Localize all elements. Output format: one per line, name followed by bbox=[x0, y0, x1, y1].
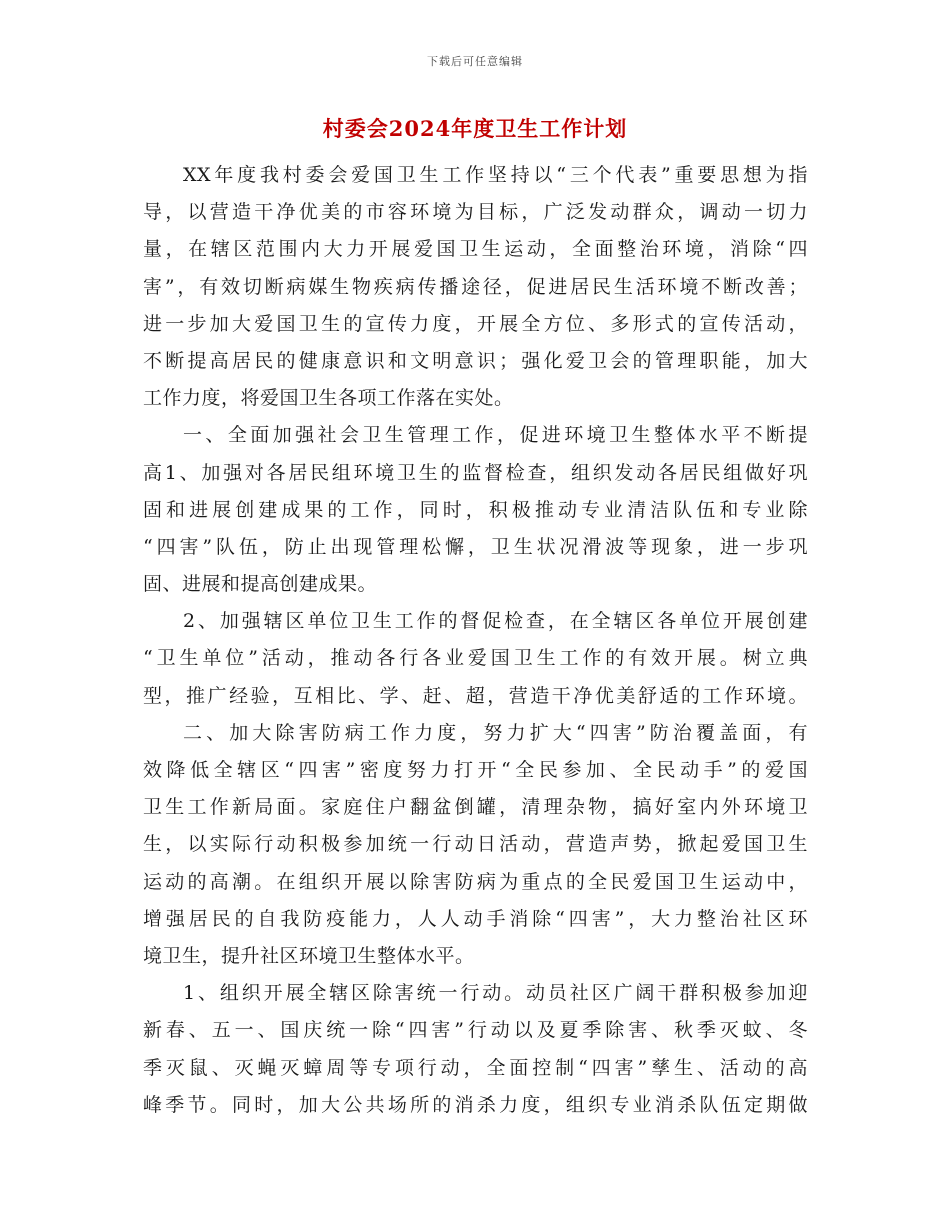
header-note: 下载后可任意编辑 bbox=[427, 55, 523, 68]
text-line: 生，以实际行动积极参加统一行动日活动，营造声势，掀起爱国卫生 bbox=[143, 833, 808, 856]
text-line: “卫生单位”活动，推动各行各业爱国卫生工作的有效开展。树立典 bbox=[143, 647, 808, 670]
text-line: 卫生工作新局面。家庭住户翻盆倒罐，清理杂物，搞好室内外环境卫 bbox=[143, 796, 808, 819]
text-line: 1、组织开展全辖区除害统一行动。动员社区广阔干群积极参加迎 bbox=[183, 982, 808, 1005]
text-line: 季灭鼠、灭蝇灭蟑周等专项行动，全面控制“四害”孳生、活动的高 bbox=[143, 1056, 808, 1079]
text-line: 不断提高居民的健康意识和文明意识；强化爱卫会的管理职能，加大 bbox=[143, 349, 808, 372]
document-title: 村委会2024年度卫生工作计划 bbox=[322, 116, 628, 141]
text-line: 峰季节。同时，加大公共场所的消杀力度，组织专业消杀队伍定期做 bbox=[143, 1093, 808, 1116]
text-line: 2、加强辖区单位卫生工作的督促检查，在全辖区各单位开展创建 bbox=[183, 610, 808, 633]
text-line: 固、进展和提高创建成果。 bbox=[143, 573, 378, 596]
text-line: 增强居民的自我防疫能力，人人动手消除“四害”，大力整治社区环 bbox=[143, 907, 808, 930]
text-line: 进一步加大爱国卫生的宣传力度，开展全方位、多形式的宣传活动， bbox=[143, 312, 808, 335]
text-line: 固和进展创建成果的工作，同时，积极推动专业清洁队伍和专业除 bbox=[143, 498, 808, 521]
text-line: 一、全面加强社会卫生管理工作，促进环境卫生整体水平不断提 bbox=[183, 424, 808, 447]
text-line: 效降低全辖区“四害”密度努力打开“全民参加、全民动手”的爱国 bbox=[143, 759, 808, 781]
text-line: 运动的高潮。在组织开展以除害防病为重点的全民爱国卫生运动中， bbox=[143, 870, 808, 893]
text-line: 量，在辖区范围内大力开展爱国卫生运动，全面整治环境，消除“四 bbox=[143, 238, 808, 261]
text-line: “四害”队伍，防止出现管理松懈，卫生状况滑波等现象，进一步巩 bbox=[143, 535, 808, 558]
text-line: 导，以营造干净优美的市容环境为目标，广泛发动群众，调动一切力 bbox=[143, 201, 808, 224]
text-line: 高1、加强对各居民组环境卫生的监督检查，组织发动各居民组做好巩 bbox=[143, 461, 808, 484]
text-line: 新春、五一、国庆统一除“四害”行动以及夏季除害、秋季灭蚊、冬 bbox=[143, 1019, 808, 1042]
text-line: 型，推广经验，互相比、学、赶、超，营造干净优美舒适的工作环境。 bbox=[143, 684, 808, 707]
document-body bbox=[143, 157, 808, 1124]
text-line: 工作力度，将爱国卫生各项工作落在实处。 bbox=[143, 387, 514, 410]
text-line: 境卫生，提升社区环境卫生整体水平。 bbox=[143, 944, 475, 967]
text-line: 害”，有效切断病媒生物疾病传播途径，促进居民生活环境不断改善； bbox=[143, 275, 808, 298]
text-line: XX年度我村委会爱国卫生工作坚持以“三个代表”重要思想为指 bbox=[183, 164, 808, 186]
text-line: 二、加大除害防病工作力度，努力扩大“四害”防治覆盖面，有 bbox=[183, 721, 808, 744]
